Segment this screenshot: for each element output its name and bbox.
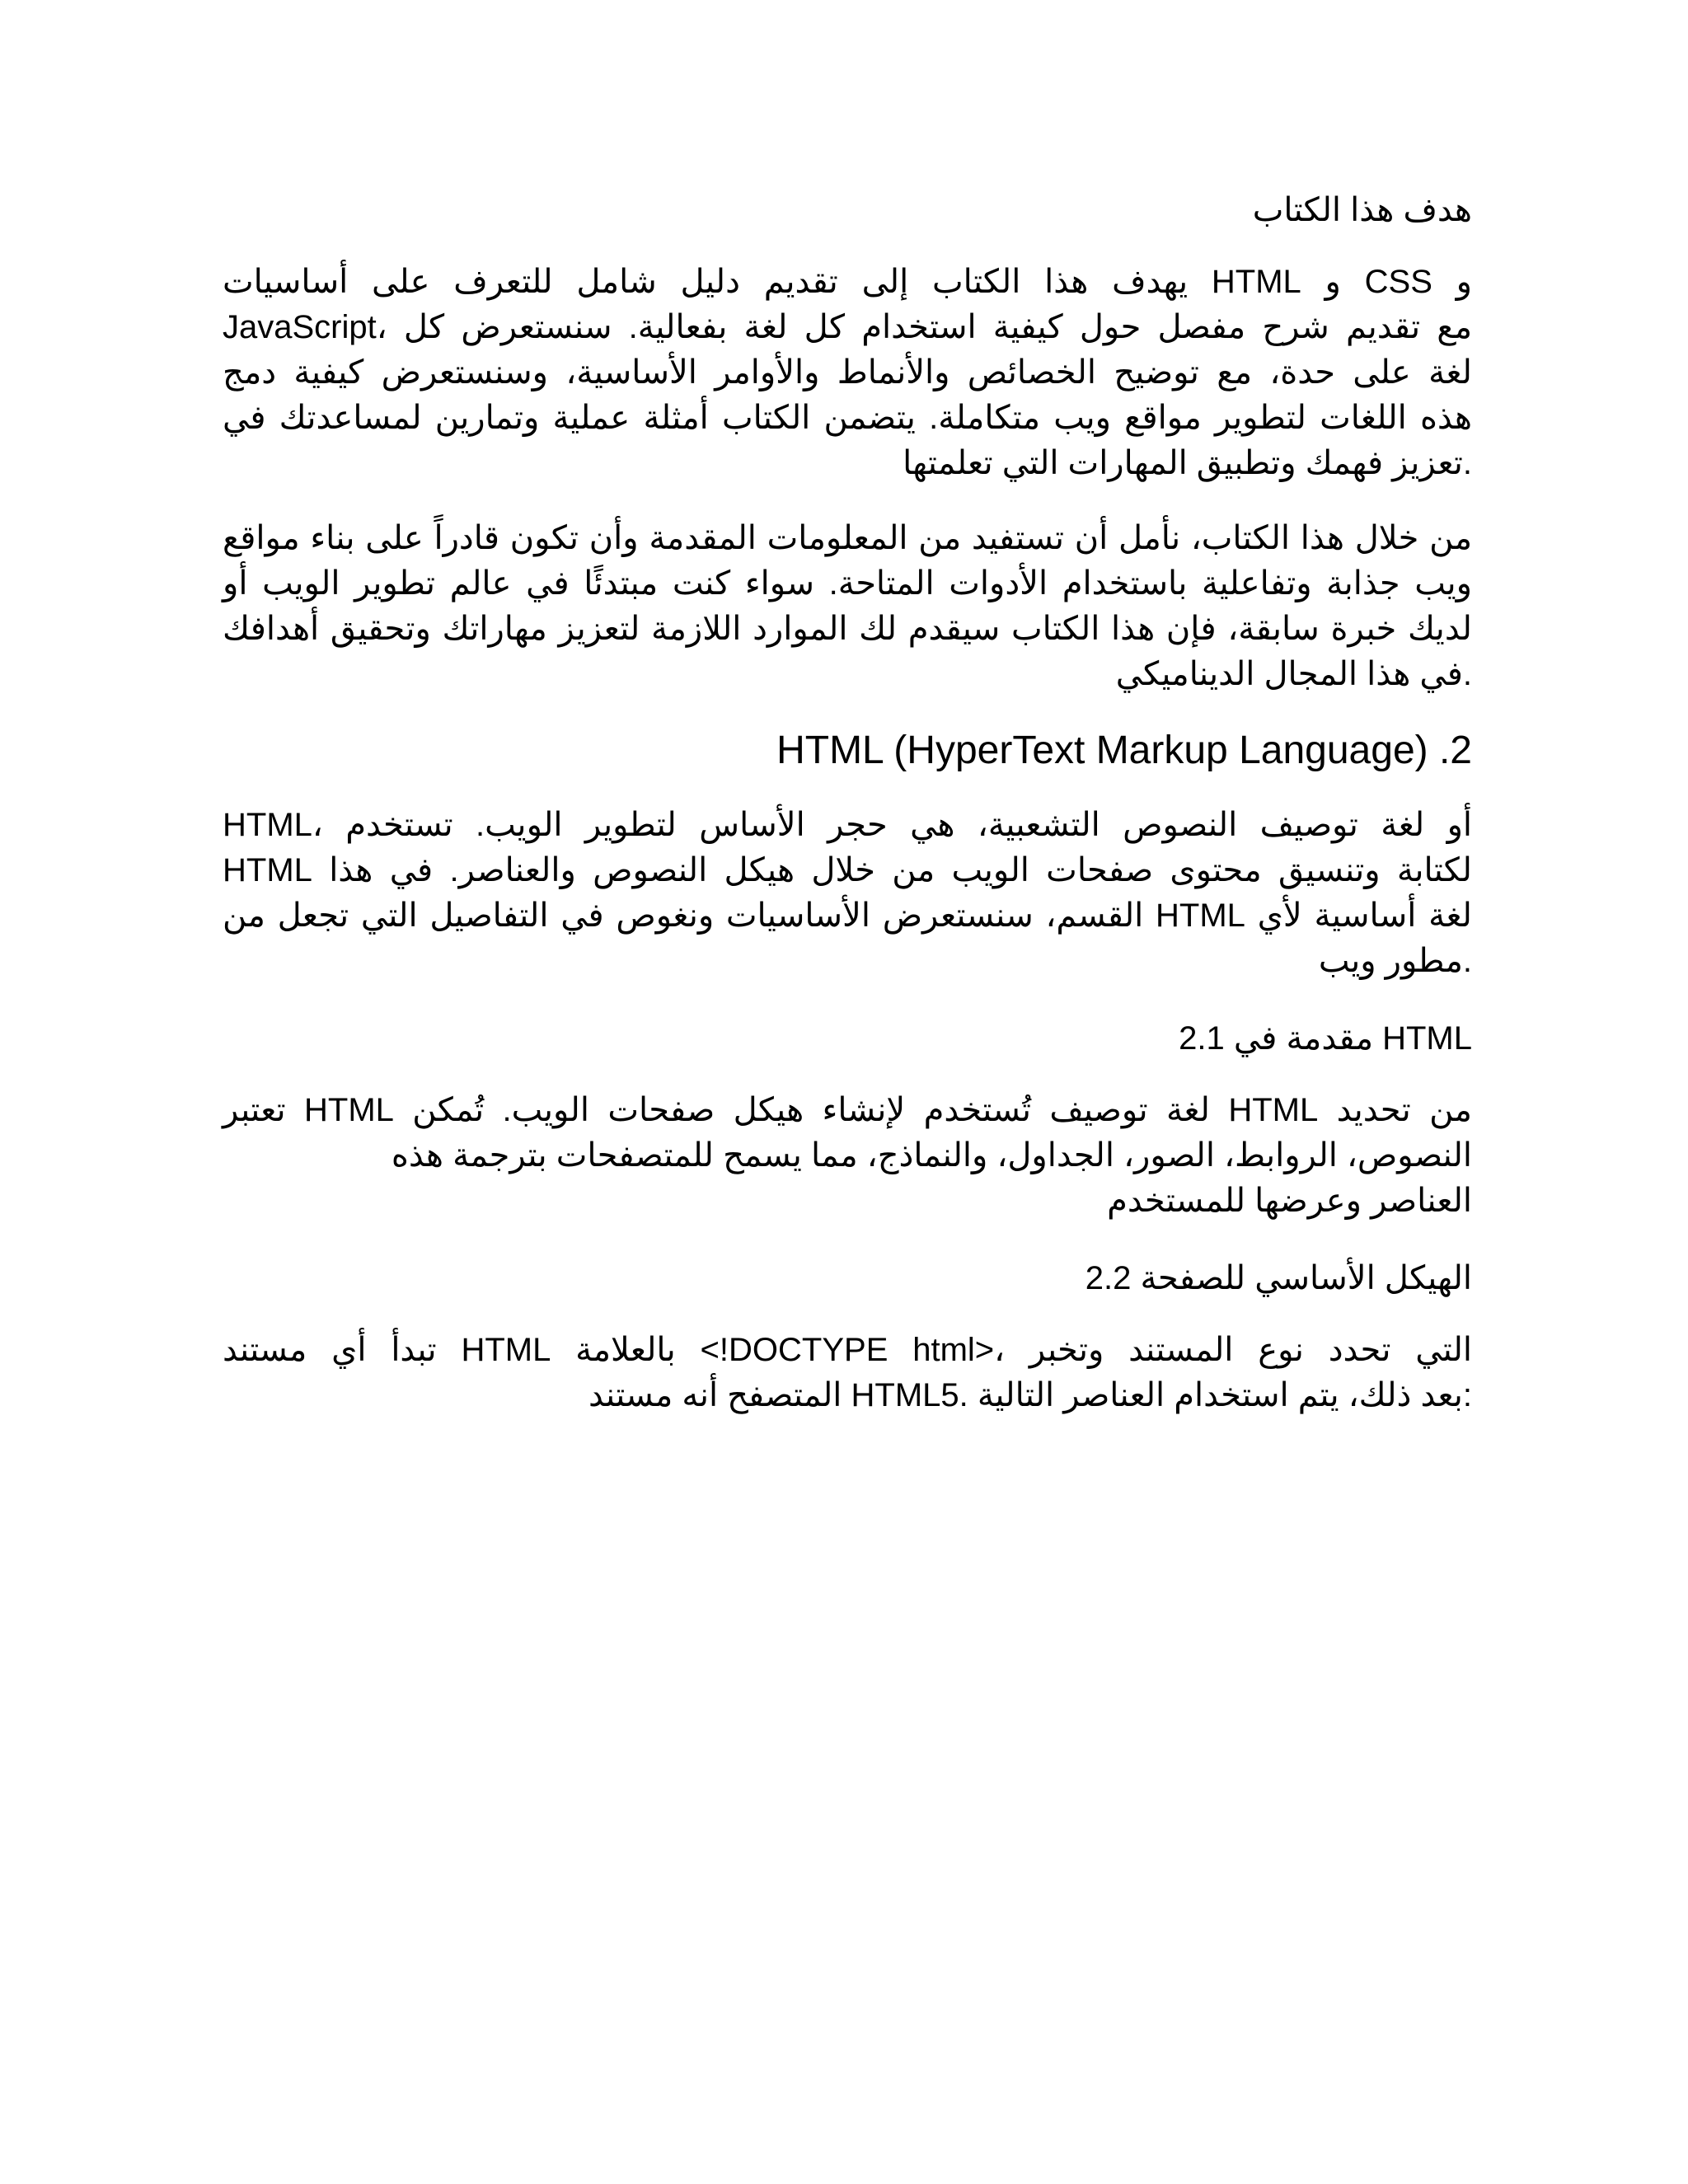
paragraph-line: التي تحدد نوع المستند وتخبر ،<DOCTYPE html!> بالعلامة HTML تبدأ أي مستند [223, 1332, 1472, 1368]
paragraph-html-intro [223, 803, 1472, 984]
paragraph-line: هذه اللغات لتطوير مواقع ويب متكاملة. يتضمن الكتاب أمثلة عملية وتمارين لمساعدتك في [223, 400, 1472, 436]
paragraph-line: العناصر وعرضها للمستخدم [1107, 1183, 1472, 1219]
paragraph-html-definition [223, 1088, 1472, 1224]
paragraph-book-hope [223, 516, 1472, 697]
paragraph-line: لكتابة وتنسيق محتوى صفحات الويب من خلال هيكل النصوص والعناصر. في هذا HTML [223, 852, 1472, 888]
paragraph-line: من تحديد HTML لغة توصيف تُستخدم لإنشاء هيكل صفحات الويب. تُمكن HTML تعتبر [223, 1092, 1472, 1128]
section-heading-2-1: HTML مقدمة في 2.1 [1179, 1020, 1472, 1057]
paragraph-line: و CSS و HTML يهدف هذا الكتاب إلى تقديم دليل شامل للتعرف على أساسيات [223, 264, 1472, 300]
section-heading-html: 2. HTML (HyperText Markup Language) [776, 729, 1472, 772]
paragraph-line: مع تقديم شرح مفصل حول كيفية استخدام كل لغة بفعالية. سنستعرض كل ،JavaScript [223, 309, 1472, 345]
paragraph-line: لغة على حدة، مع توضيح الخصائص والأنماط والأوامر الأساسية، وسنستعرض كيفية دمج [223, 354, 1472, 391]
paragraph-line: النصوص، الروابط، الصور، الجداول، والنماذج، مما يسمح للمتصفحات بترجمة هذه [391, 1137, 1472, 1174]
paragraph-basic-structure [223, 1328, 1472, 1418]
document-content [223, 185, 1472, 1443]
paragraph-line: ويب جذابة وتفاعلية باستخدام الأدوات المتاحة. سواء كنت مبتدئًا في عالم تطوير الويب أو [223, 565, 1472, 602]
paragraph-line: :بعد ذلك، يتم استخدام العناصر التالية .HTML5 المتصفح أنه مستند [588, 1377, 1472, 1413]
paragraph-line: لغة أساسية لأي HTML القسم، سنستعرض الأساسيات ونغوص في التفاصيل التي تجعل من [223, 898, 1472, 934]
document-title: هدف هذا الكتاب [1252, 192, 1472, 228]
paragraph-book-goal [223, 260, 1472, 486]
paragraph-line: أو لغة توصيف النصوص التشعبية، هي حجر الأساس لتطوير الويب. تستخدم ،HTML [223, 807, 1472, 843]
paragraph-line: .مطور ويب [1318, 943, 1472, 979]
section-heading-2-2: الهيكل الأساسي للصفحة 2.2 [1085, 1260, 1472, 1296]
paragraph-line: لديك خبرة سابقة، فإن هذا الكتاب سيقدم لك الموارد اللازمة لتعزيز مهاراتك وتحقيق أهدافك [223, 611, 1472, 647]
paragraph-line: .تعزيز فهمك وتطبيق المهارات التي تعلمتها [903, 445, 1472, 481]
paragraph-line: من خلال هذا الكتاب، نأمل أن تستفيد من المعلومات المقدمة وأن تكون قادراً على بناء مواقع [223, 520, 1472, 556]
paragraph-line: .في هذا المجال الديناميكي [1115, 656, 1472, 692]
